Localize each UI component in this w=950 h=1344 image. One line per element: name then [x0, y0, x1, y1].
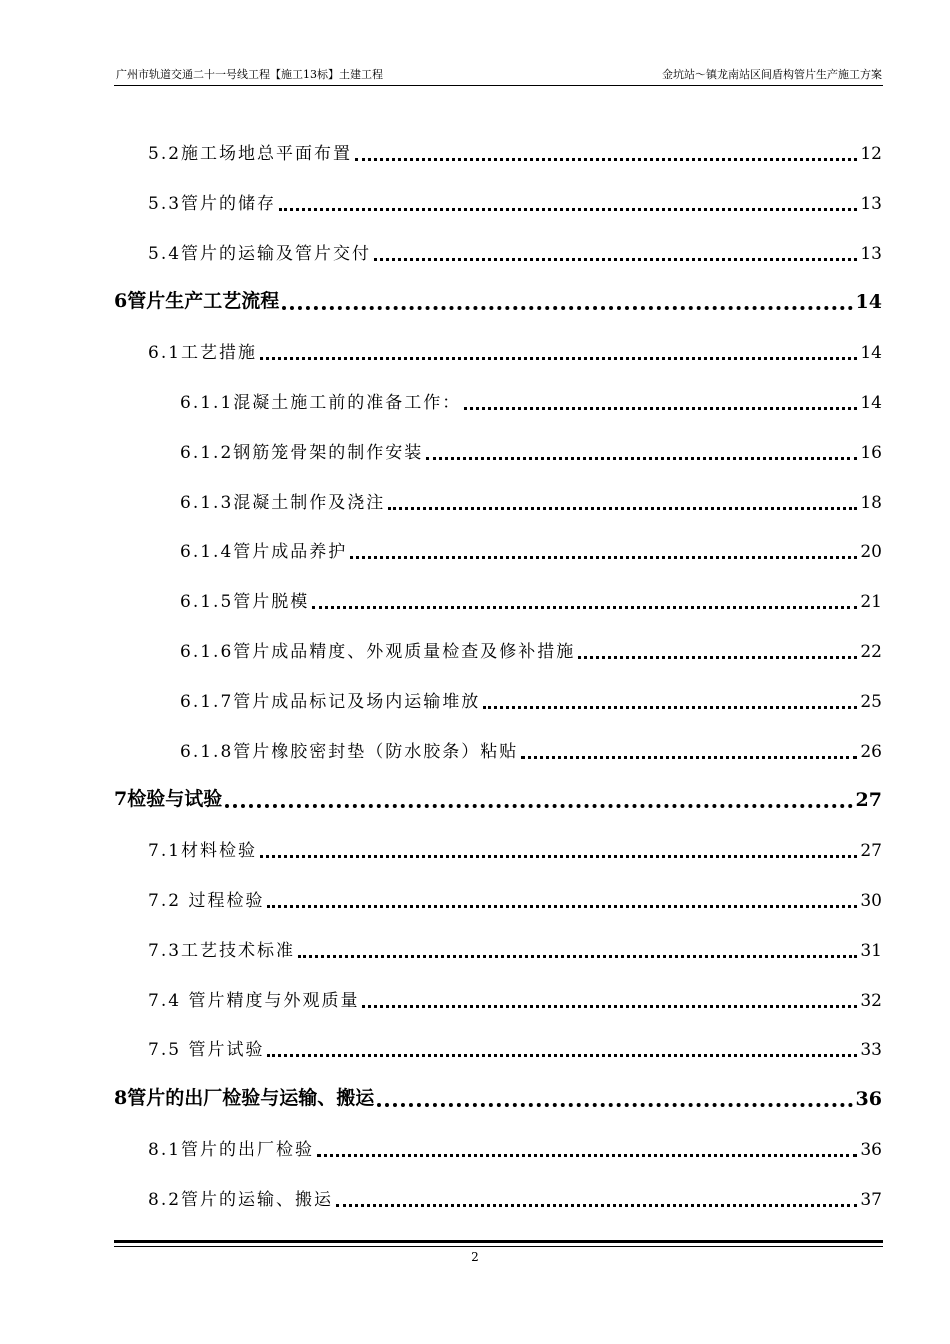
toc-entry-page: 31	[860, 941, 882, 961]
toc-entry-title: 6.1工艺措施	[148, 343, 258, 363]
toc-entry-page: 14	[860, 393, 882, 413]
toc-entry-title: 8.1管片的出厂检验	[148, 1140, 315, 1160]
toc-entry-title: 8.2管片的运输、搬运	[148, 1190, 334, 1210]
toc-entry[interactable]	[180, 487, 882, 513]
toc-dot-leader	[355, 141, 857, 161]
toc-dot-leader	[267, 888, 857, 908]
footer-divider-thin	[114, 1246, 883, 1247]
toc-entry-title: 8管片的出厂检验与运输、搬运	[114, 1087, 375, 1109]
toc-entry-page: 18	[860, 493, 882, 513]
toc-dot-leader	[267, 1037, 857, 1057]
toc-entry-page: 12	[860, 144, 882, 164]
toc-entry-page: 13	[860, 194, 882, 214]
toc-entry-page: 36	[855, 1088, 882, 1110]
toc-entry-title: 5.4管片的运输及管片交付	[148, 244, 372, 264]
toc-entry-page: 27	[860, 841, 882, 861]
toc-entry[interactable]	[180, 437, 882, 463]
toc-dot-leader	[260, 340, 857, 360]
toc-entry-title: 5.2施工场地总平面布置	[148, 144, 353, 164]
toc-entry-title: 6.1.8管片橡胶密封垫（防水胶条）粘贴	[180, 742, 519, 762]
toc-entry-page: 36	[860, 1140, 882, 1160]
toc-dot-leader	[578, 639, 857, 659]
toc-entry-page: 13	[860, 244, 882, 264]
toc-dot-leader	[362, 988, 857, 1008]
toc-dot-leader	[374, 241, 857, 261]
toc-entry-page: 21	[860, 592, 882, 612]
toc-entry-title: 5.3管片的储存	[148, 194, 277, 214]
toc-entry[interactable]	[148, 985, 882, 1011]
toc-dot-leader	[260, 838, 857, 858]
toc-entry-title: 7.5 管片试验	[148, 1040, 265, 1060]
toc-entry-page: 20	[860, 542, 882, 562]
toc-entry-title: 7.3工艺技术标准	[148, 941, 296, 961]
toc-entry[interactable]	[114, 1084, 882, 1110]
header-divider	[114, 85, 883, 86]
toc-entry-title: 6.1.6管片成品精度、外观质量检查及修补措施	[180, 642, 576, 662]
toc-entry-title: 6.1.3混凝土制作及浇注	[180, 493, 386, 513]
toc-entry-page: 14	[860, 343, 882, 363]
toc-entry[interactable]	[148, 885, 882, 911]
toc-entry-page: 16	[860, 443, 882, 463]
toc-dot-leader	[464, 390, 857, 410]
toc-entry[interactable]	[148, 1034, 882, 1060]
toc-entry[interactable]	[148, 238, 882, 264]
toc-entry-page: 26	[860, 742, 882, 762]
toc-dot-leader	[279, 191, 857, 211]
toc-entry-page: 30	[860, 891, 882, 911]
toc-entry-page: 25	[860, 692, 882, 712]
toc-dot-leader	[312, 589, 857, 609]
toc-entry-page: 37	[860, 1190, 882, 1210]
toc-dot-leader	[336, 1187, 857, 1207]
toc-entry[interactable]	[148, 935, 882, 961]
toc-entry[interactable]	[180, 536, 882, 562]
toc-entry-page: 22	[860, 642, 882, 662]
toc-entry-title: 6.1.2钢筋笼骨架的制作安装	[180, 443, 424, 463]
toc-entry[interactable]	[148, 1134, 882, 1160]
toc-entry[interactable]	[148, 1184, 882, 1210]
toc-entry[interactable]	[180, 736, 882, 762]
toc-entry[interactable]	[180, 686, 882, 712]
page-number: 2	[471, 1250, 479, 1264]
toc-entry-page: 33	[860, 1040, 882, 1060]
toc-dot-leader	[317, 1137, 857, 1157]
toc-entry-page: 14	[855, 291, 882, 313]
toc-dot-leader	[388, 490, 857, 510]
toc-entry-title: 7.1材料检验	[148, 841, 258, 861]
toc-entry[interactable]	[180, 586, 882, 612]
footer-divider-thick	[114, 1240, 883, 1243]
toc-entry-title: 6.1.4管片成品养护	[180, 542, 348, 562]
toc-entry-page: 32	[860, 991, 882, 1011]
toc-dot-leader	[225, 788, 852, 808]
toc-dot-leader	[426, 440, 857, 460]
toc-dot-leader	[377, 1087, 852, 1107]
toc-entry[interactable]	[148, 138, 882, 164]
toc-entry-title: 6.1.7管片成品标记及场内运输堆放	[180, 692, 481, 712]
toc-entry[interactable]	[114, 785, 882, 811]
toc-entry-title: 6.1.5管片脱模	[180, 592, 310, 612]
toc-entry-title: 6管片生产工艺流程	[114, 290, 280, 312]
toc-entry[interactable]	[148, 835, 882, 861]
toc-entry-page: 27	[855, 789, 882, 811]
header-document-title: 金坑站～镇龙南站区间盾构管片生产施工方案	[662, 68, 882, 81]
toc-entry[interactable]	[180, 387, 882, 413]
toc-entry-title: 7检验与试验	[114, 788, 223, 810]
toc-dot-leader	[282, 290, 852, 310]
toc-dot-leader	[483, 689, 857, 709]
toc-entry-title: 6.1.1混凝土施工前的准备工作：	[180, 393, 462, 413]
toc-dot-leader	[350, 539, 857, 559]
toc-entry-title: 7.2 过程检验	[148, 891, 265, 911]
toc-dot-leader	[298, 938, 857, 958]
toc-entry[interactable]	[114, 287, 882, 313]
toc-entry-title: 7.4 管片精度与外观质量	[148, 991, 360, 1011]
toc-entry[interactable]	[148, 188, 882, 214]
toc-entry[interactable]	[148, 337, 882, 363]
header-project-title: 广州市轨道交通二十一号线工程【施工13标】土建工程	[116, 68, 383, 81]
toc-dot-leader	[521, 739, 857, 759]
toc-entry[interactable]	[180, 636, 882, 662]
